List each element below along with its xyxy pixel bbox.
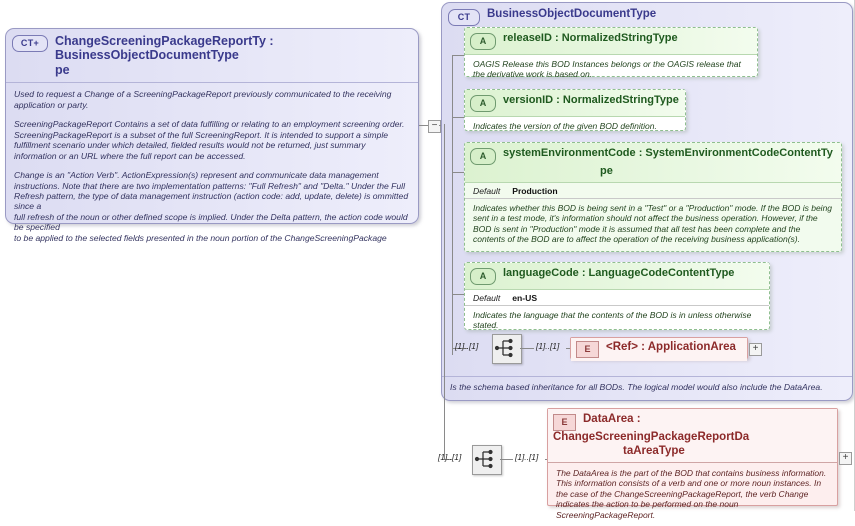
root-complextype-documentation xyxy=(6,83,418,250)
base-complextype-footer-documentation: Is the schema based inheritance for all BODs. The logical model would also include the DataArea. xyxy=(442,376,852,400)
attribute-icon: A xyxy=(470,148,496,165)
complex-type-expanded-icon[interactable]: CT+ xyxy=(12,35,48,52)
attribute-documentation: Indicates whether this BOD is being sent in a "Test" or a "Production" mode. If the BOD is being sent in a test mode, it's information should not affect the business operation. However, if the BOD is sent in "Production" mode it is assumed that all test has been complete and the contents of the BOD are to affect the operation of the receiving business application(s). xyxy=(473,202,833,245)
attribute-title: languageCode : LanguageCodeContentType xyxy=(503,267,735,279)
root-complextype-box[interactable] xyxy=(5,28,419,243)
attribute-title: systemEnvironmentCode : SystemEnvironmentCodeContentTy pe xyxy=(503,147,833,177)
expand-plus-icon[interactable]: + xyxy=(749,343,762,356)
attribute-box-versionid[interactable] xyxy=(464,89,686,131)
ref-cardinality: [1]..[1] xyxy=(536,341,560,351)
base-complextype-title: BusinessObjectDocumentType xyxy=(487,8,657,20)
base-complextype-header xyxy=(442,3,852,30)
connector-line xyxy=(419,125,428,126)
attribute-default-label: Default xyxy=(473,185,501,196)
doc-paragraph: full refresh of the noun or other defined scope is implied. Under the Delta pattern, the action code would be specified xyxy=(14,211,408,233)
attribute-icon: A xyxy=(470,33,496,50)
doc-paragraph: Used to request a Change of a ScreeningPackageReport previously communicated to the receiving application or party. xyxy=(14,89,392,110)
complex-type-icon[interactable]: CT xyxy=(448,9,480,26)
attribute-default-label: Default xyxy=(473,293,501,303)
connector-line xyxy=(452,55,464,56)
attribute-icon: A xyxy=(470,268,496,285)
attribute-header xyxy=(465,28,757,55)
element-icon: E xyxy=(553,414,576,431)
connector-line xyxy=(520,348,534,349)
connector-line xyxy=(444,124,445,459)
element-header xyxy=(571,338,747,361)
connector-line xyxy=(452,294,464,295)
collapse-minus-icon[interactable]: − xyxy=(428,120,441,133)
attribute-default-row xyxy=(465,290,769,306)
element-title: DataArea : ChangeScreeningPackageReportDa taAreaType xyxy=(553,413,750,457)
attribute-default-row xyxy=(465,183,841,199)
connector-line xyxy=(452,172,464,173)
attribute-title: versionID : NormalizedStringType xyxy=(503,94,679,106)
attribute-header xyxy=(465,90,685,117)
attribute-box-languagecode[interactable] xyxy=(464,262,770,330)
connector-line xyxy=(500,459,513,460)
attribute-box-systemenvironmentcode[interactable] xyxy=(464,142,842,252)
element-documentation: The DataArea is the part of the BOD that contains business information. This information consists of a verb and one or more noun instances. In the case of the ChangeScreeningPackageReport, the verb Change indicates the action to be performed on the noun ScreeningPackageReport. xyxy=(556,468,827,520)
attribute-documentation: Indicates the language that the contents of the BOD is in unless otherwise stated. xyxy=(473,310,752,331)
bottom-sequence-cardinality-left: [1]..[1] xyxy=(438,452,462,462)
attribute-documentation: OAGIS Release this BOD Instances belongs or the OAGIS release that the derivative work is based on. xyxy=(473,59,741,80)
doc-paragraph: to be applied to the selected fields presented in the noun portion of the ChangeScreeningPackage xyxy=(14,232,387,243)
attribute-title: releaseID : NormalizedStringType xyxy=(503,32,678,44)
sequence-compositor-icon[interactable] xyxy=(492,334,522,364)
attribute-header xyxy=(465,263,769,290)
attribute-header xyxy=(465,143,841,183)
element-box-dataarea[interactable] xyxy=(547,408,838,520)
doc-paragraph: Change is an "Action Verb". ActionExpression(s) represent and communicate data management instructions. Note that there are two implementation patterns: "Full Refresh" and "Delta." Under the Full Refresh pattern, the type of data management instruction (action code: add, update, delete) is ommitted since a xyxy=(14,170,409,212)
element-title: <Ref> : ApplicationArea xyxy=(606,341,736,353)
root-complextype-header xyxy=(6,29,418,83)
element-header xyxy=(548,409,837,463)
sequence-cardinality-left: [1]..[1] xyxy=(455,341,479,351)
attribute-default-value: Production xyxy=(512,185,558,196)
attribute-documentation: Indicates the version of the given BOD definition. xyxy=(473,121,657,131)
dataarea-cardinality: [1]..[1] xyxy=(515,452,539,462)
sequence-compositor-icon[interactable] xyxy=(472,445,502,475)
attribute-box-releaseid[interactable] xyxy=(464,27,758,80)
element-box-applicationarea[interactable] xyxy=(570,337,748,359)
attribute-icon: A xyxy=(470,95,496,112)
element-icon: E xyxy=(576,341,599,358)
expand-plus-icon[interactable]: + xyxy=(839,452,852,465)
attribute-default-value: en-US xyxy=(512,293,538,303)
root-complextype-title: ChangeScreeningPackageReportTy : BusinessObjectDocumentType pe xyxy=(55,34,274,77)
doc-paragraph: ScreeningPackageReport Contains a set of data fulfilling or relating to an employment screening order. ScreeningPackageReport is a subset of the full ScreeningReport. It is intended to support a simple fulfillment scenario under which detailed, fielded results would not be returned, just summary information or an URL where the full report can be accessed. xyxy=(14,119,405,161)
connector-line xyxy=(452,117,464,118)
connector-line xyxy=(452,55,453,355)
